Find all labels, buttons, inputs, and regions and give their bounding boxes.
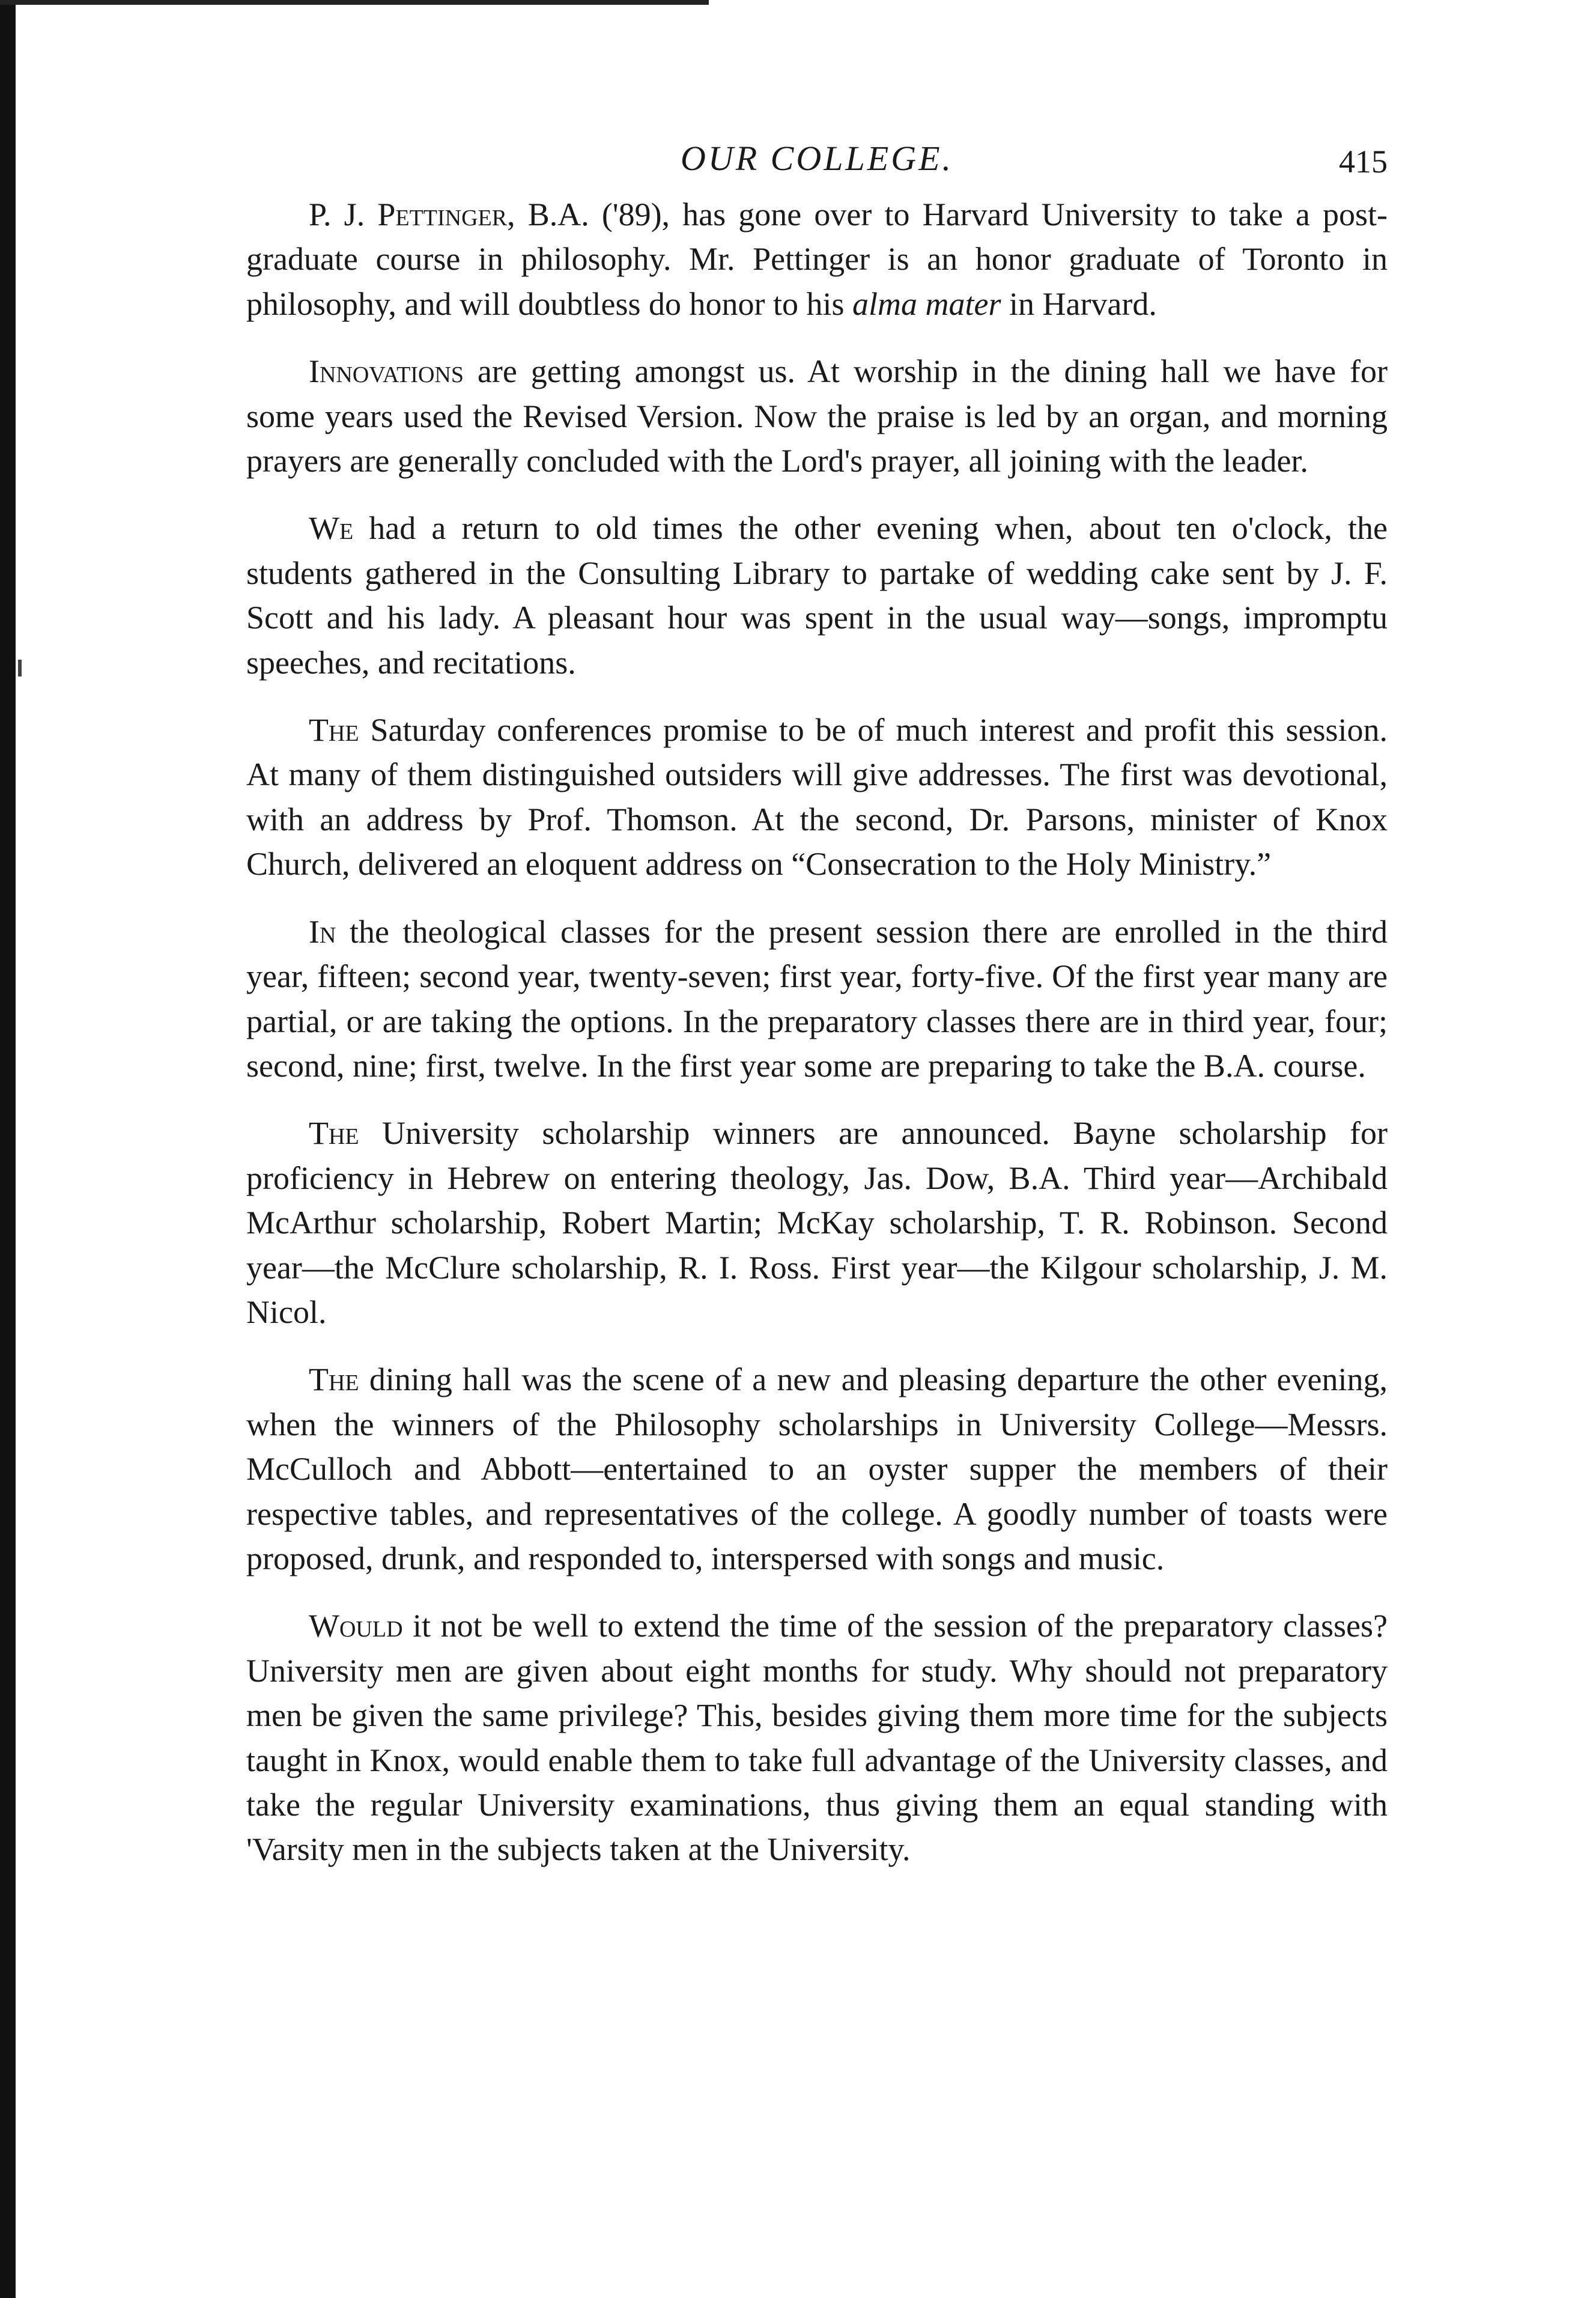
paragraph-lead: The [309,712,359,749]
paragraph-text: the theological classes for the present session there are enrolled in the third year, fifteen; second year, twenty-seven; first year, forty-five. Of the first year many are partial, or are taking the options. In the preparatory classes there are in third year, four; second, nine; first, twelve. In the first year some are preparing to take the B.A. course. [246,913,1388,1084]
scan-top-edge [0,0,709,5]
paragraph-text: dining hall was the scene of a new and pleasing departure the other evening, when the winners of the Philosophy scholarships in University College—Messrs. McCulloch and Abbott—entertained to an oyster supper the members of their respective tables, and representatives of the college. A goodly number of toasts were proposed, drunk, and responded to, interspersed with songs and music. [246,1361,1388,1576]
paragraph-italic: alma mater [852,285,1001,322]
paragraph-lead: Would [309,1608,403,1644]
paragraph-text: are getting amongst us. At worship in the dining hall we have for some years used the Revised Version. Now the praise is led by an organ, and morning prayers are generally concluded with the Lord's prayer, all joining with the leader. [246,353,1388,479]
paragraph-lead: The [309,1115,359,1152]
paragraph-wedding-cake [246,506,1388,685]
running-title: OUR COLLEGE. [680,139,954,178]
paragraph-oyster-supper [246,1357,1388,1581]
paragraph-text: University scholarship winners are announced. Bayne scholarship for proficiency in Hebrew on entering theology, Jas. Dow, B.A. Third year—Archibald McArthur scholarship, Robert Martin; McKay scholarship, T. R. Robinson. Second year—the McClure scholarship, R. I. Ross. First year—the Kilgour scholarship, J. M. Nicol. [246,1115,1388,1330]
running-head [246,138,1388,192]
paragraph-enrolment [246,910,1388,1089]
scan-binding-edge [0,0,16,2298]
paragraph-text: Saturday conferences promise to be of much interest and profit this session. At many of them distinguished outsiders will give addresses. The first was devotional, with an address by Prof. Thomson. At the second, Dr. Parsons, minister of Knox Church, delivered an eloquent address on “Consecration to the Holy Ministry.” [246,712,1388,883]
page-body [246,138,1388,1895]
paragraph-saturday-conferences [246,708,1388,887]
paragraph-lead: Innovations [309,353,464,390]
paragraph-lead: In [309,913,336,950]
paragraph-preparatory-session [246,1603,1388,1871]
paragraph-text: , B.A. ('89), has gone over to Harvard University to take a post-graduate course in philosophy. Mr. Pettinger is an honor graduate of Toronto in philosophy, and will doubtless do honor to his [246,196,1388,322]
scan-mark [18,660,22,676]
paragraph-lead: The [309,1361,359,1398]
paragraph-tail: in Harvard. [1001,285,1157,322]
paragraph-scholarships [246,1111,1388,1334]
paragraph-text: it not be well to extend the time of the session of the preparatory classes? University men are given about eight months for study. Why should not preparatory men be given the same privilege? This, besides giving them more time for the subjects taught in Knox, would enable them to take full advantage of the University classes, and take the regular University examinations, thus giving them an equal standing with 'Varsity men in the subjects taken at the University. [246,1608,1388,1868]
paragraph-text: had a return to old times the other evening when, about ten o'clock, the students gathered in the Consulting Library to partake of wedding cake sent by J. F. Scott and his lady. A pleasant hour was spent in the usual way—songs, impromptu speeches, and recitations. [246,510,1388,681]
page-number: 415 [1339,144,1388,180]
paragraph-innovations [246,349,1388,483]
paragraph-lead: We [309,510,354,547]
paragraph-pettinger [246,192,1388,326]
paragraph-lead: P. J. Pettinger [309,196,508,233]
